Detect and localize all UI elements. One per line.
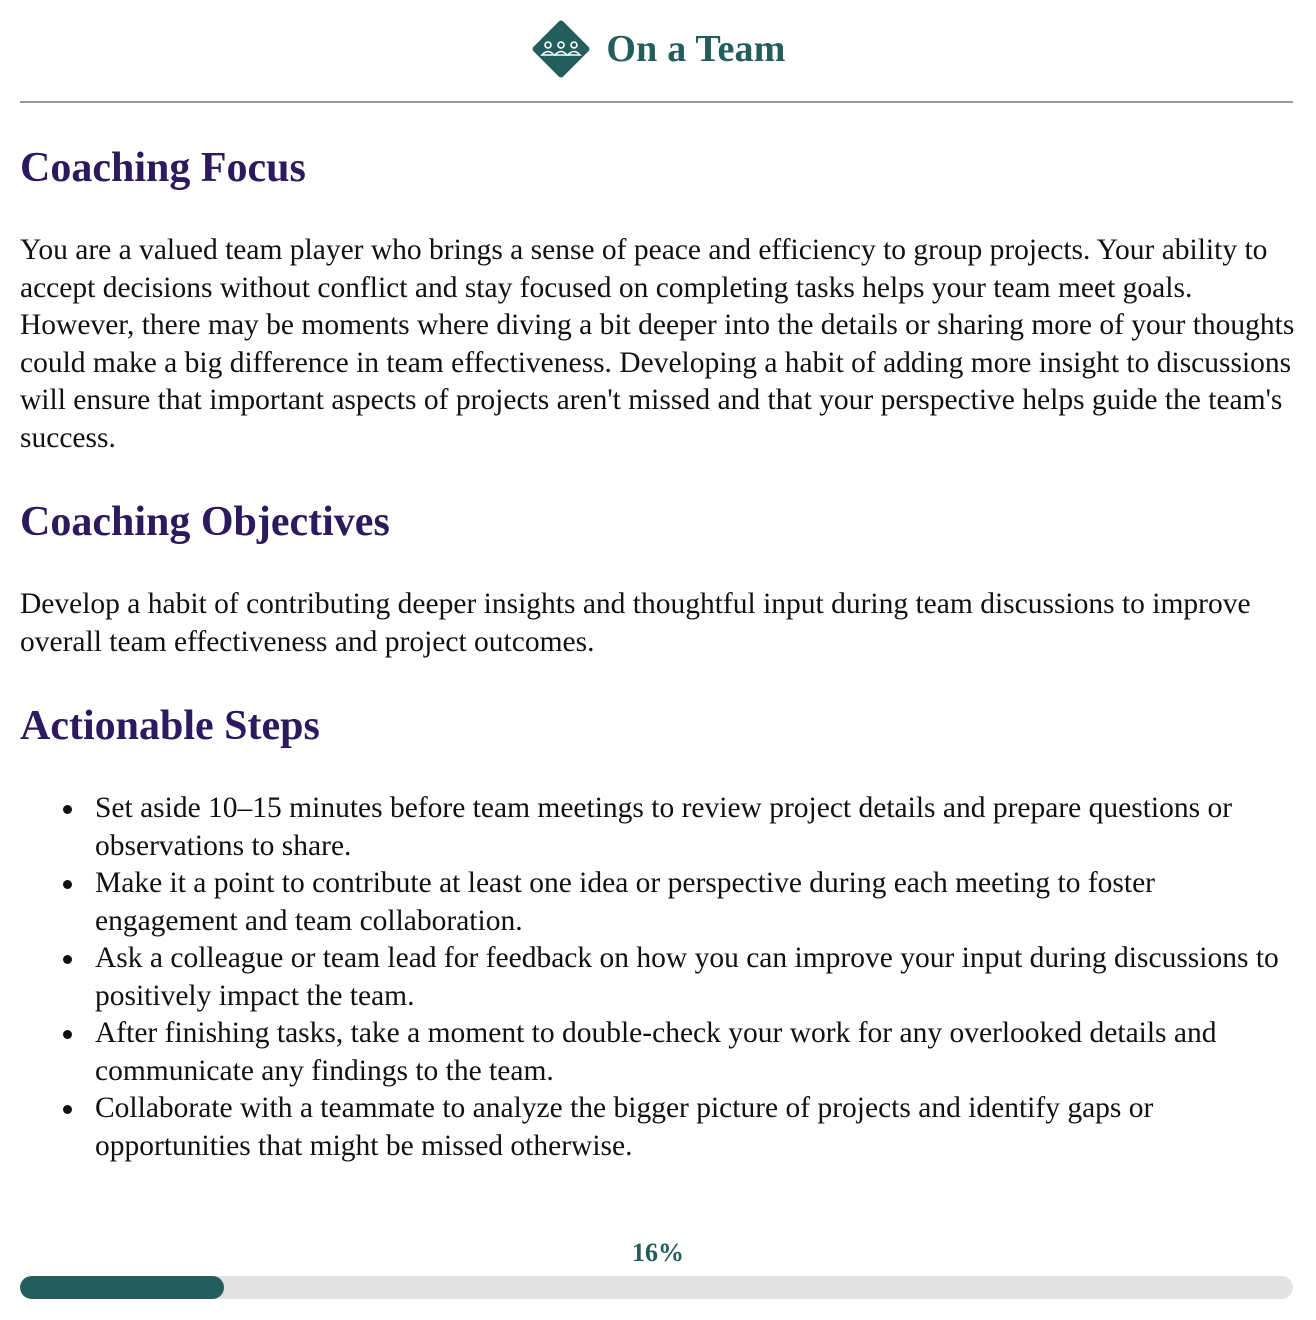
list-item-text: Collaborate with a teammate to analyze the bigger picture of projects and identify gaps or opportunities that might be missed otherwise.: [95, 1092, 1154, 1162]
list-item: [95, 940, 1295, 1015]
list-item-text: After finishing tasks, take a moment to double-check your work for any overlooked details and communicate any findings to the team.: [95, 1017, 1217, 1087]
list-item-text: Set aside 10–15 minutes before team meetings to review project details and prepare questions or observations to share.: [95, 792, 1233, 862]
progress-bar-fill: [20, 1276, 224, 1299]
page-header: [0, 0, 1316, 100]
bullet-icon: [63, 1030, 72, 1039]
people-icon: [539, 37, 583, 61]
bullet-icon: [63, 880, 72, 889]
main-content: [20, 142, 1295, 1165]
header-title-group: [0, 18, 1316, 80]
list-item-text: Make it a point to contribute at least one idea or perspective during each meeting to foster engagement and team collaboration.: [95, 867, 1155, 937]
team-diamond-icon: [530, 18, 592, 80]
actionable-steps-heading: Actionable Steps: [20, 703, 320, 749]
coaching-focus-body: You are a valued team player who brings a sense of peace and efficiency to group projects. Your ability to accept decisions without conflict and stay focused on completing tasks helps your team meet goals. However, there may be moments where diving a bit deeper into the details or sharing more of your thoughts could make a big difference in team effectiveness. Developing a habit of adding more insight to discussions will ensure that important aspects of projects aren't missed and that your perspective helps guide the team's success.: [20, 234, 1295, 454]
coaching-focus-heading: Coaching Focus: [20, 145, 306, 191]
bullet-icon: [63, 805, 72, 814]
list-item: [95, 790, 1295, 865]
list-item-text: Ask a colleague or team lead for feedback on how you can improve your input during discussions to positively impact the team.: [95, 942, 1279, 1012]
actionable-steps-list: [20, 790, 1295, 1165]
progress-bar: [20, 1276, 1293, 1299]
coaching-objectives-body: Develop a habit of contributing deeper insights and thoughtful input during team discussions to improve overall team effectiveness and project outcomes.: [20, 588, 1251, 658]
bullet-icon: [63, 955, 72, 964]
bullet-icon: [63, 1105, 72, 1114]
coaching-objectives-heading: Coaching Objectives: [20, 499, 390, 545]
list-item: [95, 1090, 1295, 1165]
progress-percent-label: 16%: [632, 1238, 684, 1267]
list-item: [95, 865, 1295, 940]
list-item: [95, 1015, 1295, 1090]
page-title: On a Team: [606, 28, 786, 70]
header-divider: [20, 101, 1293, 103]
